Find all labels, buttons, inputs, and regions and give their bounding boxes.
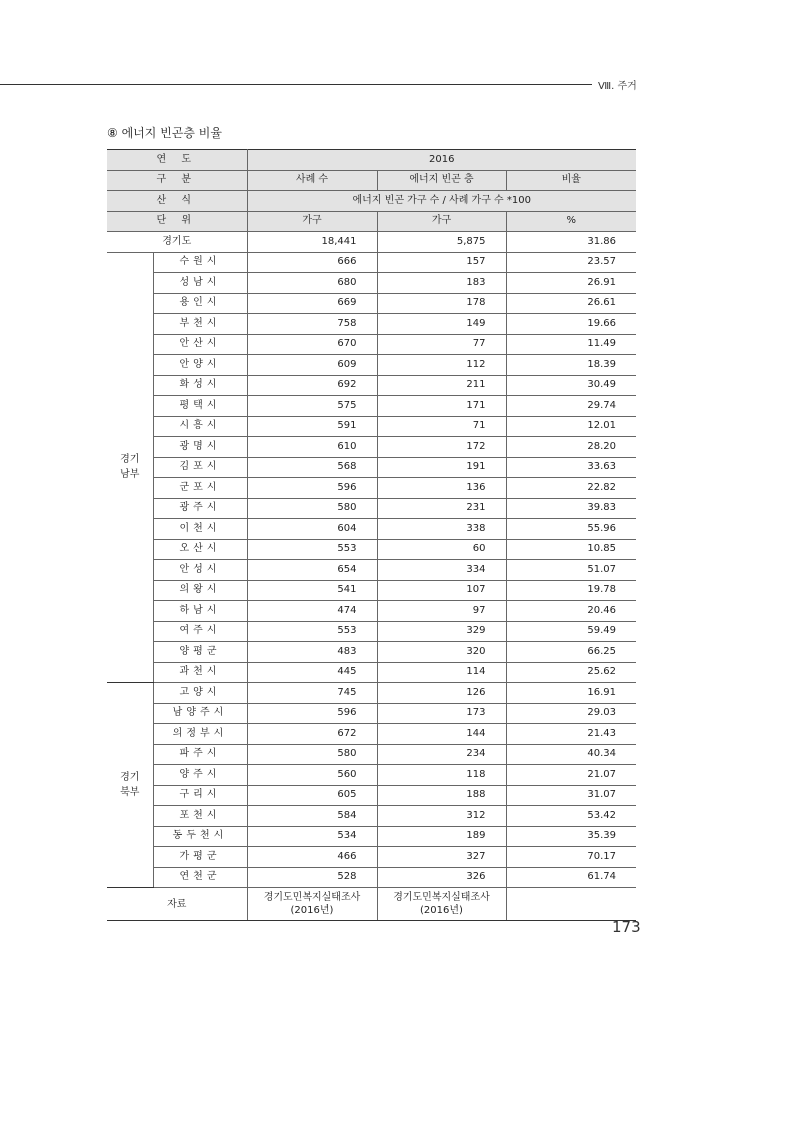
cases-count: 568 <box>247 457 377 478</box>
poor-count: 144 <box>377 724 506 745</box>
table-row <box>107 826 636 847</box>
unit-row <box>107 211 636 232</box>
section-title: ⑧ 에너지 빈곤층 비율 <box>107 126 222 140</box>
table-row <box>107 437 636 458</box>
poverty-ratio: 12.01 <box>506 416 636 437</box>
poverty-ratio: 53.42 <box>506 806 636 827</box>
poverty-ratio: 33.63 <box>506 457 636 478</box>
poor-count: 157 <box>377 252 506 273</box>
table-row <box>107 724 636 745</box>
poverty-ratio: 26.91 <box>506 273 636 294</box>
year-label: 연 도 <box>107 150 247 171</box>
poor-count: 173 <box>377 703 506 724</box>
poor-count: 171 <box>377 396 506 417</box>
city-name: 김포시 <box>153 457 247 478</box>
cases-count: 575 <box>247 396 377 417</box>
city-name: 동두천시 <box>153 826 247 847</box>
table-row <box>107 457 636 478</box>
city-name: 파주시 <box>153 744 247 765</box>
column-header-poor: 에너지 빈곤 층 <box>377 170 506 191</box>
cases-count: 758 <box>247 314 377 335</box>
table-row <box>107 785 636 806</box>
year-row <box>107 150 636 171</box>
cases-count: 474 <box>247 601 377 622</box>
poverty-ratio: 20.46 <box>506 601 636 622</box>
poor-count: 312 <box>377 806 506 827</box>
cases-count: 605 <box>247 785 377 806</box>
city-name: 가평군 <box>153 847 247 868</box>
city-name: 양주시 <box>153 765 247 786</box>
total-row <box>107 232 636 253</box>
poverty-ratio: 21.43 <box>506 724 636 745</box>
city-name: 안산시 <box>153 334 247 355</box>
poor-count: 183 <box>377 273 506 294</box>
table-row <box>107 334 636 355</box>
poverty-ratio: 21.07 <box>506 765 636 786</box>
poor-count: 118 <box>377 765 506 786</box>
poverty-ratio: 25.62 <box>506 662 636 683</box>
poor-count: 71 <box>377 416 506 437</box>
city-name: 광주시 <box>153 498 247 519</box>
cases-count: 654 <box>247 560 377 581</box>
poverty-ratio: 29.03 <box>506 703 636 724</box>
column-header-cases: 사례 수 <box>247 170 377 191</box>
page-number: 173 <box>612 918 641 936</box>
poverty-ratio: 22.82 <box>506 478 636 499</box>
cases-count: 680 <box>247 273 377 294</box>
poverty-ratio: 16.91 <box>506 683 636 704</box>
cases-count: 580 <box>247 498 377 519</box>
table-row <box>107 703 636 724</box>
table-row <box>107 662 636 683</box>
source-value: 경기도민복지실태조사 (2016년) <box>247 888 377 921</box>
poor-count: 231 <box>377 498 506 519</box>
unit-poor: 가구 <box>377 211 506 232</box>
poverty-ratio: 61.74 <box>506 867 636 888</box>
city-name: 남양주시 <box>153 703 247 724</box>
chapter-header: Ⅷ. 주거 <box>598 81 637 92</box>
poor-count: 329 <box>377 621 506 642</box>
table-row <box>107 683 636 704</box>
city-name: 화성시 <box>153 375 247 396</box>
cases-count: 553 <box>247 539 377 560</box>
cases-count: 466 <box>247 847 377 868</box>
source-label: 자료 <box>107 888 247 921</box>
cases-count: 483 <box>247 642 377 663</box>
table-row <box>107 519 636 540</box>
cases-count: 580 <box>247 744 377 765</box>
cases-count: 560 <box>247 765 377 786</box>
poor-count: 172 <box>377 437 506 458</box>
table-row <box>107 806 636 827</box>
table-row <box>107 744 636 765</box>
city-name: 이천시 <box>153 519 247 540</box>
column-header-ratio: 비율 <box>506 170 636 191</box>
poor-count: 60 <box>377 539 506 560</box>
table-row <box>107 293 636 314</box>
poor-count: 136 <box>377 478 506 499</box>
poor-count: 188 <box>377 785 506 806</box>
poverty-ratio: 19.66 <box>506 314 636 335</box>
region-label-south: 경기 남부 <box>107 252 153 683</box>
city-name: 부천시 <box>153 314 247 335</box>
city-name: 하남시 <box>153 601 247 622</box>
category-row <box>107 170 636 191</box>
city-name: 의왕시 <box>153 580 247 601</box>
poverty-ratio: 18.39 <box>506 355 636 376</box>
city-name: 의정부시 <box>153 724 247 745</box>
poor-count: 211 <box>377 375 506 396</box>
table-row <box>107 314 636 335</box>
formula-text: 에너지 빈곤 가구 수 / 사례 가구 수 *100 <box>247 191 636 212</box>
total-name: 경기도 <box>107 232 247 253</box>
table-row <box>107 539 636 560</box>
table-row <box>107 621 636 642</box>
header-rule <box>0 84 592 85</box>
cases-count: 666 <box>247 252 377 273</box>
poverty-ratio: 59.49 <box>506 621 636 642</box>
city-name: 포천시 <box>153 806 247 827</box>
cases-count: 610 <box>247 437 377 458</box>
table-row <box>107 601 636 622</box>
source-value <box>506 888 636 921</box>
poor-count: 320 <box>377 642 506 663</box>
poor-count: 326 <box>377 867 506 888</box>
city-name: 구리시 <box>153 785 247 806</box>
poor-count: 327 <box>377 847 506 868</box>
table-row <box>107 847 636 868</box>
cases-count: 596 <box>247 478 377 499</box>
region-label-north: 경기 북부 <box>107 683 153 888</box>
table-row <box>107 375 636 396</box>
poor-count: 234 <box>377 744 506 765</box>
poor-count: 338 <box>377 519 506 540</box>
cases-count: 692 <box>247 375 377 396</box>
source-value: 경기도민복지실태조사 (2016년) <box>377 888 506 921</box>
poverty-ratio: 51.07 <box>506 560 636 581</box>
cases-count: 596 <box>247 703 377 724</box>
city-name: 과천시 <box>153 662 247 683</box>
table-row <box>107 867 636 888</box>
unit-ratio: % <box>506 211 636 232</box>
cases-count: 609 <box>247 355 377 376</box>
city-name: 성남시 <box>153 273 247 294</box>
cases-count: 672 <box>247 724 377 745</box>
table-row <box>107 273 636 294</box>
poverty-ratio: 19.78 <box>506 580 636 601</box>
cases-count: 669 <box>247 293 377 314</box>
cases-count: 670 <box>247 334 377 355</box>
city-name: 시흥시 <box>153 416 247 437</box>
cases-count: 604 <box>247 519 377 540</box>
category-label: 구 분 <box>107 170 247 191</box>
poverty-ratio: 39.83 <box>506 498 636 519</box>
formula-row <box>107 191 636 212</box>
city-name: 광명시 <box>153 437 247 458</box>
table-row <box>107 396 636 417</box>
table-row <box>107 252 636 273</box>
total-ratio: 31.86 <box>506 232 636 253</box>
table-row <box>107 416 636 437</box>
city-name: 양평군 <box>153 642 247 663</box>
formula-label: 산 식 <box>107 191 247 212</box>
poverty-ratio: 40.34 <box>506 744 636 765</box>
poor-count: 77 <box>377 334 506 355</box>
poor-count: 189 <box>377 826 506 847</box>
city-name: 연천군 <box>153 867 247 888</box>
city-name: 오산시 <box>153 539 247 560</box>
poor-count: 126 <box>377 683 506 704</box>
poverty-ratio: 55.96 <box>506 519 636 540</box>
table-row <box>107 478 636 499</box>
total-poor: 5,875 <box>377 232 506 253</box>
table-row <box>107 498 636 519</box>
poor-count: 114 <box>377 662 506 683</box>
poverty-ratio: 35.39 <box>506 826 636 847</box>
poverty-ratio: 23.57 <box>506 252 636 273</box>
table-row <box>107 765 636 786</box>
total-cases: 18,441 <box>247 232 377 253</box>
unit-cases: 가구 <box>247 211 377 232</box>
city-name: 안성시 <box>153 560 247 581</box>
energy-poverty-table <box>107 149 636 921</box>
cases-count: 591 <box>247 416 377 437</box>
poor-count: 334 <box>377 560 506 581</box>
cases-count: 528 <box>247 867 377 888</box>
poor-count: 191 <box>377 457 506 478</box>
poverty-ratio: 66.25 <box>506 642 636 663</box>
poor-count: 178 <box>377 293 506 314</box>
cases-count: 745 <box>247 683 377 704</box>
city-name: 여주시 <box>153 621 247 642</box>
table-row <box>107 355 636 376</box>
poverty-ratio: 26.61 <box>506 293 636 314</box>
cases-count: 445 <box>247 662 377 683</box>
year-value: 2016 <box>247 150 636 171</box>
poverty-ratio: 30.49 <box>506 375 636 396</box>
cases-count: 553 <box>247 621 377 642</box>
city-name: 안양시 <box>153 355 247 376</box>
source-row <box>107 888 636 921</box>
cases-count: 584 <box>247 806 377 827</box>
unit-label: 단 위 <box>107 211 247 232</box>
city-name: 수원시 <box>153 252 247 273</box>
table-row <box>107 560 636 581</box>
table-row <box>107 642 636 663</box>
poverty-ratio: 11.49 <box>506 334 636 355</box>
city-name: 군포시 <box>153 478 247 499</box>
poverty-ratio: 70.17 <box>506 847 636 868</box>
table-row <box>107 580 636 601</box>
city-name: 고양시 <box>153 683 247 704</box>
poverty-ratio: 28.20 <box>506 437 636 458</box>
city-name: 평택시 <box>153 396 247 417</box>
poverty-ratio: 31.07 <box>506 785 636 806</box>
cases-count: 541 <box>247 580 377 601</box>
poor-count: 97 <box>377 601 506 622</box>
cases-count: 534 <box>247 826 377 847</box>
poverty-ratio: 10.85 <box>506 539 636 560</box>
city-name: 용인시 <box>153 293 247 314</box>
poor-count: 149 <box>377 314 506 335</box>
poor-count: 112 <box>377 355 506 376</box>
poor-count: 107 <box>377 580 506 601</box>
poverty-ratio: 29.74 <box>506 396 636 417</box>
